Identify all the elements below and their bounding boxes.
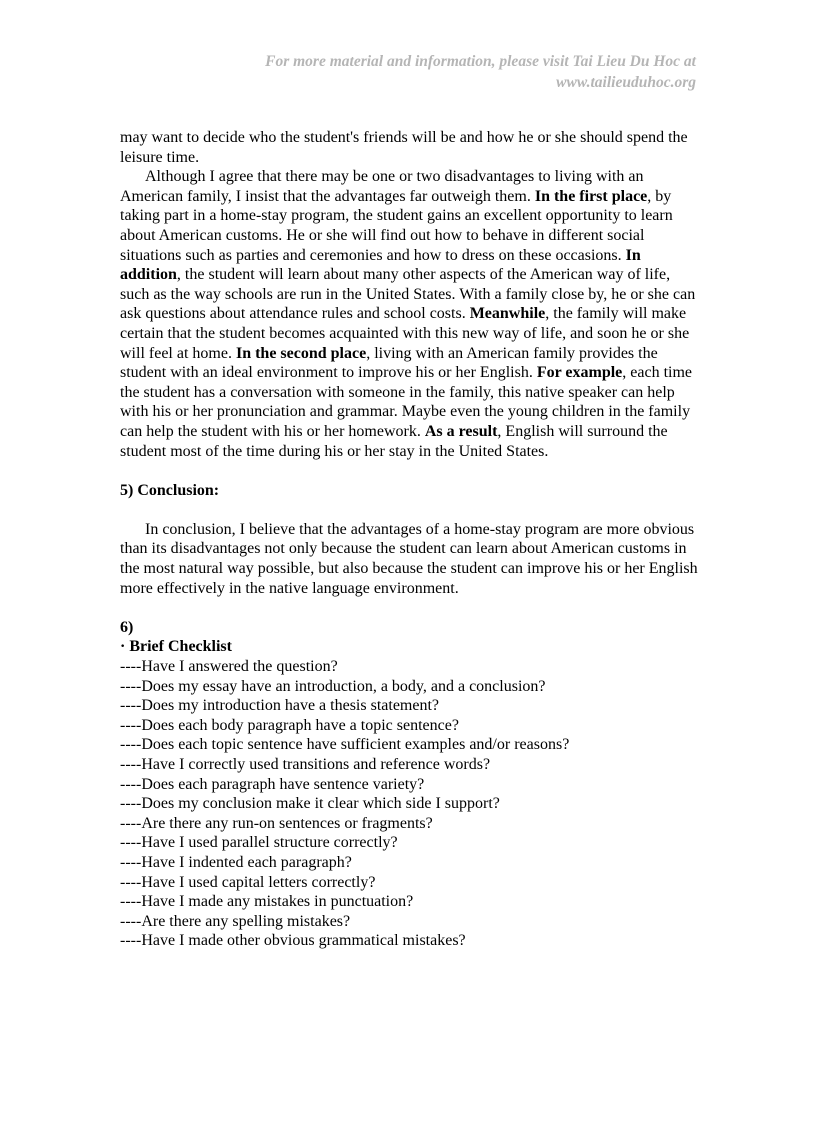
checklist-item: ----Does my essay have an introduction, a body, and a conclusion? (120, 677, 546, 695)
conclusion-heading: 5) Conclusion: (120, 481, 220, 499)
argument-text-6: , each time the student has a conversation with someone in the family, this native speaker can help with his or her pronunciation and grammar. Maybe even the young children in the family can help the student with his or her homework. (120, 364, 693, 440)
spacer (120, 500, 700, 520)
page-header-watermark (96, 51, 696, 93)
checklist-item: ----Have I used capital letters correctly? (120, 873, 376, 891)
checklist-title: · Brief Checklist (120, 638, 232, 656)
conclusion-paragraph: In conclusion, I believe that the advantages of a home-stay program are more obvious than its disadvantages not only because the student can learn about American customs in the most natural way possible, but also because the student can improve his or her English more effectively in the native language environment. (120, 520, 698, 597)
spacer (120, 598, 700, 618)
argument-text-4: , the family will make certain that the student becomes acquainted with this new way of life, and soon he or she will feel at home. (120, 305, 690, 362)
checklist-item: ----Are there any spelling mistakes? (120, 912, 351, 930)
transition-in-the-first-place: In the first place (534, 187, 648, 205)
checklist-item: ----Have I made any mistakes in punctuation? (120, 893, 414, 911)
argument-paragraph (120, 167, 700, 461)
document-body (120, 128, 700, 951)
transition-in-addition: In addition (120, 246, 641, 284)
argument-text-5: , living with an American family provides the student with an ideal environment to improve his or her English. (120, 344, 658, 382)
checklist-number: 6) (120, 618, 134, 636)
checklist-item: ----Does each paragraph have sentence variety? (120, 775, 425, 793)
transition-meanwhile: Meanwhile (469, 305, 546, 323)
checklist-item: ----Does my introduction have a thesis statement? (120, 697, 440, 715)
checklist-item: ----Does each body paragraph have a topic sentence? (120, 716, 459, 734)
checklist-item: ----Have I made other obvious grammatical mistakes? (120, 932, 466, 950)
checklist-item: ----Are there any run-on sentences or fragments? (120, 814, 433, 832)
checklist-item: ----Does each topic sentence have sufficient examples and/or reasons? (120, 736, 570, 754)
checklist-items (120, 657, 700, 951)
checklist-item: ----Have I correctly used transitions and reference words? (120, 756, 491, 773)
header-website-link[interactable]: www.tailieuduhoc.org (556, 74, 696, 91)
argument-text-3: , the student will learn about many other aspects of the American way of life, such as the way schools are run in the United States. With a family close by, he or she can ask questions about attendance rules and school costs. (120, 266, 696, 323)
argument-text-1: Although I agree that there may be one or two disadvantages to living with an American family, I insist that the advantages far outweigh them. (120, 168, 644, 205)
continuation-paragraph: may want to decide who the student's friends will be and how he or she should spend the leisure time. (120, 129, 688, 166)
argument-text-7: , English will surround the student most of the time during his or her stay in the United States. (120, 422, 668, 460)
checklist-item: ----Have I used parallel structure correctly? (120, 834, 398, 852)
transition-for-example: For example (536, 364, 623, 382)
spacer (120, 461, 700, 481)
argument-text-2: , by taking part in a home-stay program, the student gains an excellent opportunity to learn about American customs. He or she will find out how to behave in different social situations such as parties and ceremonies and how to dress on these occasions. (120, 187, 673, 264)
checklist-item: ----Does my conclusion make it clear which side I support? (120, 795, 500, 813)
transition-in-the-second-place: In the second place (235, 344, 367, 362)
transition-as-a-result: As a result (424, 422, 498, 440)
header-line-1: For more material and information, please visit Tai Lieu Du Hoc at (265, 53, 696, 70)
checklist-item: ----Have I indented each paragraph? (120, 853, 352, 871)
checklist-item: ----Have I answered the question? (120, 658, 338, 676)
